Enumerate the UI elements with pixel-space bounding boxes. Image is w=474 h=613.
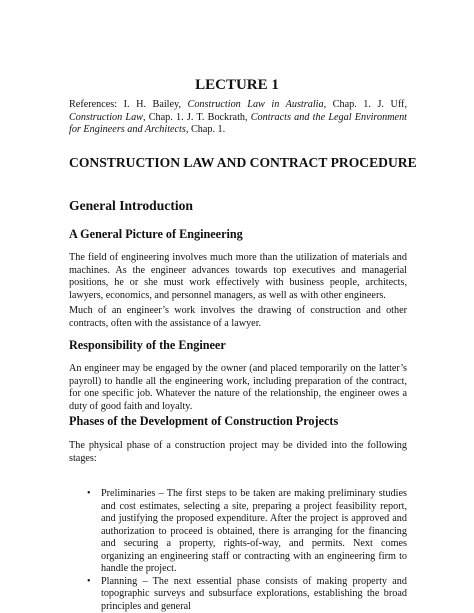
bullet-icon: • <box>87 488 91 499</box>
general-picture-heading: A General Picture of Engineering <box>69 227 243 241</box>
list-item <box>87 575 407 613</box>
reference-book-3: Contracts and the Legal Environment for Engineers and Architects <box>69 111 408 135</box>
phases-list <box>87 488 407 613</box>
general-picture-paragraph-1: The field of engineering involves much more than the utilization of materials and machines. As the engineer advances towards top executives and managerial positions, he or she must work effectively with business people, architects, lawyers, economics, and personnel managers, as well as with other engineers. <box>69 252 407 301</box>
reference-book-2: Construction Law <box>69 111 143 123</box>
main-title: CONSTRUCTION LAW AND CONTRACT PROCEDURE <box>69 155 417 170</box>
references-text-1: References: I. H. Bailey, <box>69 99 188 110</box>
phases-heading: Phases of the Development of Construction Projects <box>69 414 339 428</box>
general-introduction-heading: General Introduction <box>69 198 193 213</box>
references-text-2: , Chap. 1. J. Uff, <box>323 99 407 110</box>
references-paragraph <box>69 99 407 137</box>
list-item-text: Planning – The next essential phase consists of making property and topographic surveys and subsurface explorations, establishing the broad principles and general <box>101 575 407 612</box>
reference-book-1: Construction Law in Australia <box>187 99 324 110</box>
list-item <box>87 488 407 576</box>
phases-intro-paragraph: The physical phase of a construction project may be divided into the following stages: <box>69 440 407 464</box>
responsibility-heading: Responsibility of the Engineer <box>69 338 226 352</box>
lecture-title: LECTURE 1 <box>195 77 279 93</box>
list-item-text: Preliminaries – The first steps to be taken are making preliminary studies and cost estimates, selecting a site, preparing a project feasibility report, and justifying the proposed expenditure. After the project is approved and authorization to proceed is obtained, there is arranging for the financing and securing a property, rights-of-way, and permits. Next comes organizing an engineering staff or contracting with an engineering firm to handle the project. <box>101 488 407 574</box>
general-picture-paragraph-2: Much of an engineer’s work involves the drawing of construction and other contracts, often with the assistance of a lawyer. <box>69 305 407 329</box>
references-text-3: , Chap. 1. J. T. Bockrath, <box>142 111 251 123</box>
bullet-icon: • <box>87 575 91 587</box>
references-text-4: , Chap. 1. <box>185 124 226 135</box>
responsibility-paragraph: An engineer may be engaged by the owner (and placed temporarily on the latter’s payroll) to handle all the engineering work, including preparation of the contract, for one specific job. Whatever the nature of the relationship, the engineer owes a duty of good faith and loyalty. <box>69 363 407 412</box>
